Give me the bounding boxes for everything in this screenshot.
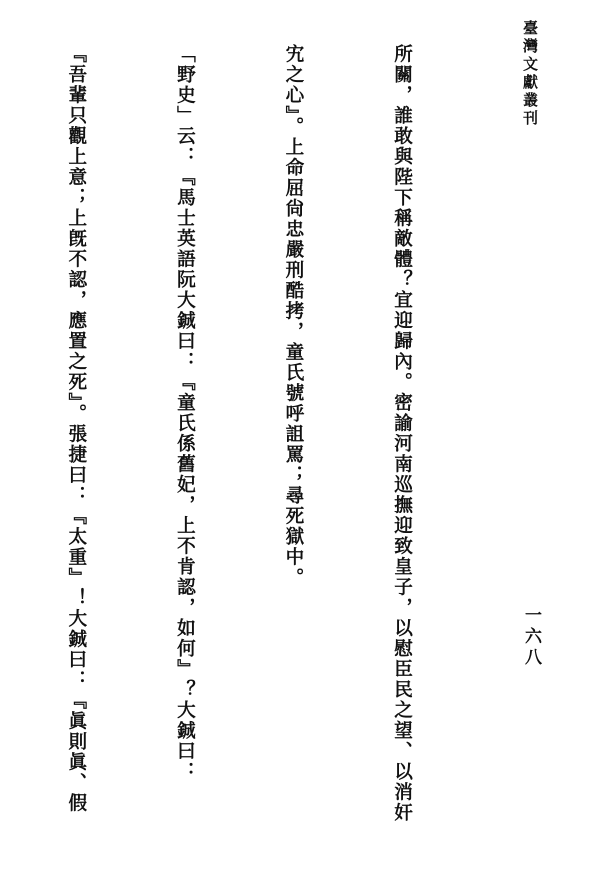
text-column: 『吾輩只觀上意；上旣不認，應置之死』。張捷曰：『太重』！大鋮曰：『眞則眞、假 [65,44,87,814]
body-text [56,44,492,852]
text-column: 所關，誰敢與陛下稱敵體？宜迎歸內。密諭河南巡撫迎致皇子，以慰臣民之望、以消奸 [391,44,413,823]
page-number: 一六八 [521,606,541,669]
text-column: 宄之心』。上命屈尙忠嚴刑酷拷，童氏號呼詛罵；尋死獄中。 [282,44,304,589]
text-column: 「野史」云：『馬士英語阮大鋮曰：『童氏係舊妃，上不肯認，如何』？大鋮曰： [174,44,196,782]
running-head: 臺灣文獻叢刊 [521,20,539,128]
